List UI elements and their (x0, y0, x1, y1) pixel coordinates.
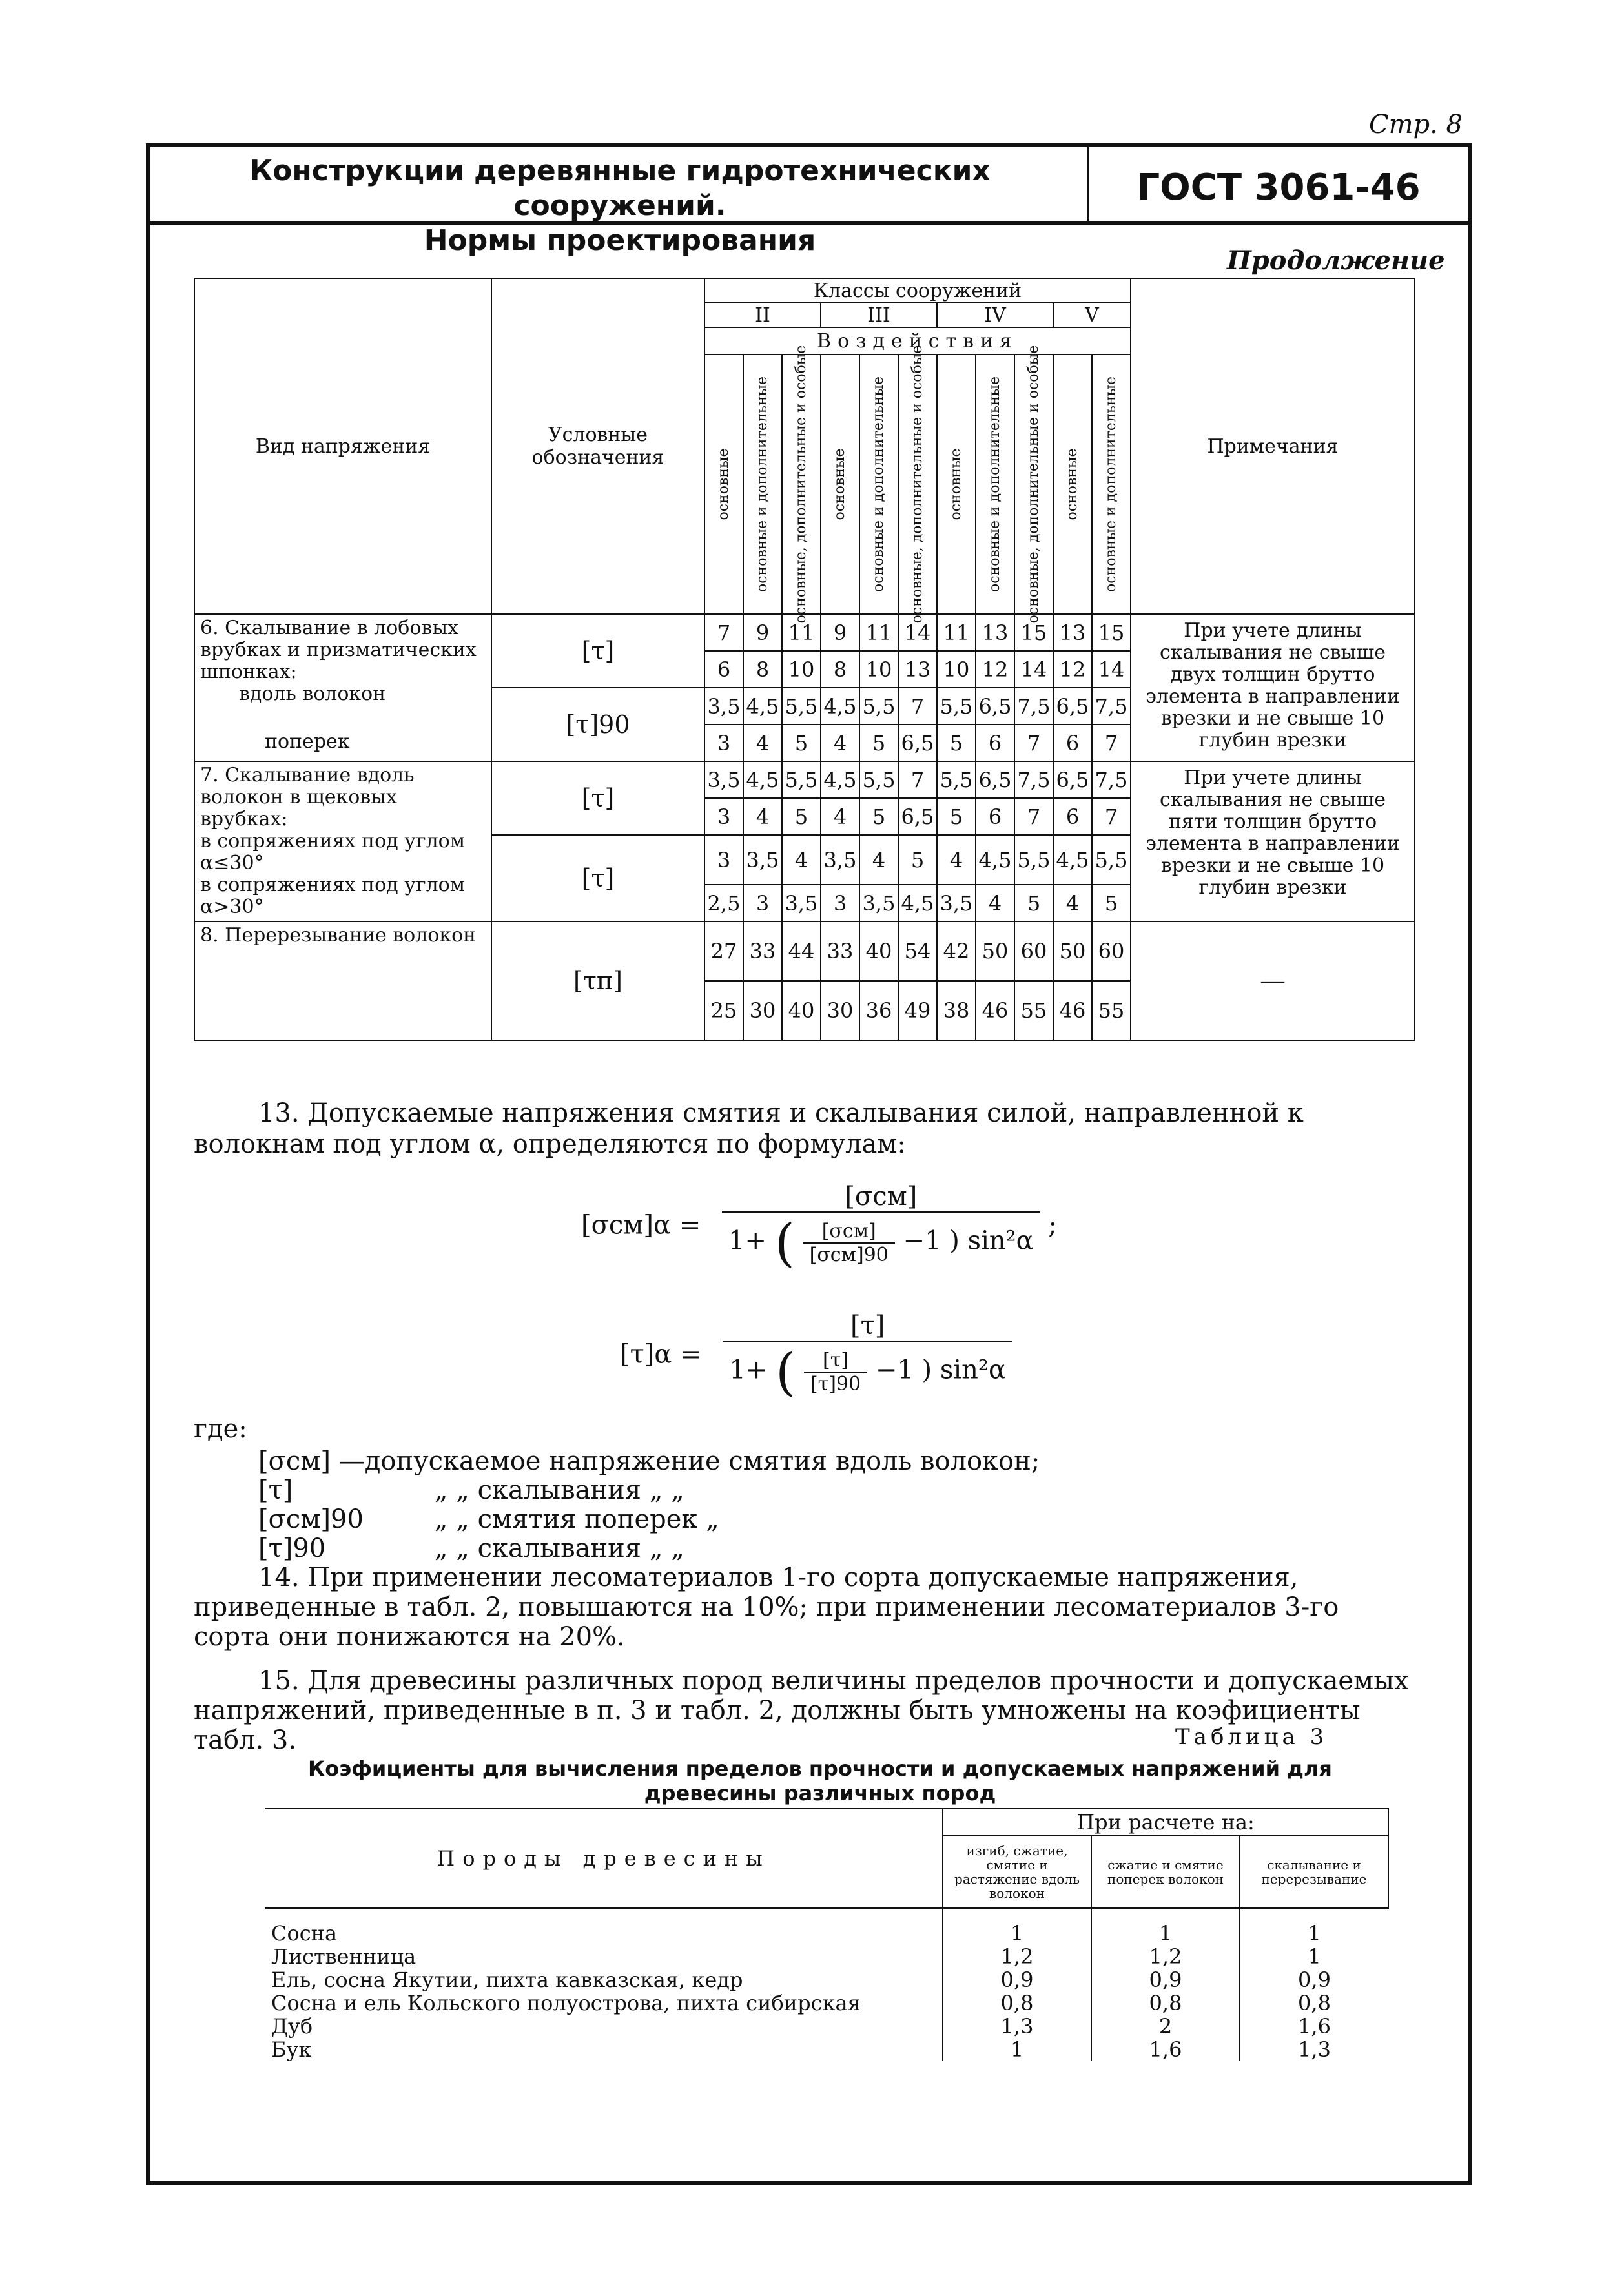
value-cell: 5 (859, 725, 898, 761)
value-cell: 4 (782, 835, 821, 885)
col-shear: скалывание и перерезывание (1240, 1836, 1388, 1908)
value-cell: 46 (976, 981, 1014, 1040)
value-cell: 7 (898, 688, 937, 725)
class-header: V (1053, 303, 1131, 327)
row6-sub-b: поперек (265, 730, 350, 753)
table-row (265, 2038, 1388, 2061)
impact-label: основные, дополнительные и особые (1025, 345, 1042, 624)
row7-sub-a: в сопряжениях под углом α≤30° (200, 830, 466, 874)
value-cell: 13 (1053, 614, 1092, 651)
impact-label: основные (1064, 448, 1080, 520)
value-cell: 4 (859, 835, 898, 885)
value-cell: 54 (898, 921, 937, 981)
value-cell: 7 (898, 761, 937, 798)
coef-shear: 1,3 (1240, 2038, 1388, 2061)
paragraph-13: 13. Допускаемые напряжения смятия и скалывания силой, направленной к волокнам под углом α, определяются по формулам: (194, 1098, 1304, 1159)
col-calc: При расчете на: (943, 1809, 1388, 1836)
row6-sym-a: [τ] (491, 614, 704, 688)
value-cell: 5,5 (1092, 835, 1131, 885)
definition-2 (258, 1475, 684, 1505)
impacts-header: Воздействия (704, 327, 1131, 355)
species-name: Ель, сосна Якутии, пихта кавказская, кедр (271, 1968, 743, 1992)
value-cell: 6 (976, 725, 1014, 761)
coef-shear: 0,9 (1240, 1968, 1388, 1991)
value-cell: 4 (821, 798, 859, 835)
coef-bending: 1,2 (943, 1945, 1091, 1968)
value-cell: 7,5 (1014, 688, 1053, 725)
header-rule-top (146, 143, 1471, 147)
def-text: „ „ скалывания „ „ (434, 1534, 684, 1563)
col-classes: Классы сооружений (704, 278, 1131, 303)
table-row (265, 1968, 1388, 1991)
impact-label: основные и дополнительные (987, 376, 1003, 593)
value-cell: 3,5 (937, 885, 976, 921)
species-name: Сосна и ель Кольского полуострова, пихта сибирская (271, 1991, 861, 2015)
value-cell: 49 (898, 981, 937, 1040)
value-cell: 4 (743, 725, 782, 761)
row6-sub-a: вдоль волокон (239, 683, 386, 705)
coef-bending: 1 (943, 2038, 1091, 2061)
col-bending: изгиб, сжатие, смятие и растяжение вдоль волокон (943, 1836, 1091, 1908)
value-cell: 5 (782, 798, 821, 835)
value-cell: 55 (1014, 981, 1053, 1040)
document-title-line1: Конструкции деревянные гидротехнических сооружений. (249, 154, 991, 222)
page-number: Стр. 8 (1368, 110, 1463, 139)
col-symbol: Условные обозначения (491, 278, 704, 614)
impact-label: основные (832, 448, 848, 520)
row6-note: При учете длины скалывания не свыше двух толщин брутто элемента в направлении врезки и не свыше 10 глубин врезки (1131, 614, 1415, 761)
def-text: „ „ смятия поперек „ (434, 1505, 719, 1534)
value-cell: 38 (937, 981, 976, 1040)
value-cell: 15 (1014, 614, 1053, 651)
value-cell: 4 (743, 798, 782, 835)
coef-compression: 0,8 (1091, 1991, 1240, 2015)
row8-sym: [τп] (491, 921, 704, 1040)
value-cell: 4,5 (1053, 835, 1092, 885)
col-compression: сжатие и смятие поперек волокон (1091, 1836, 1240, 1908)
definition-1 (258, 1446, 1040, 1476)
row7-title: 7. Скалывание вдоль волокон в щековых врубках: (200, 764, 415, 830)
coef-shear: 1 (1240, 1945, 1388, 1968)
coef-compression: 1,6 (1091, 2038, 1240, 2061)
value-cell: 6,5 (898, 798, 937, 835)
value-cell: 4 (976, 885, 1014, 921)
value-cell: 7,5 (1092, 761, 1131, 798)
value-cell: 10 (782, 651, 821, 688)
value-cell: 60 (1092, 921, 1131, 981)
value-cell: 7 (1092, 798, 1131, 835)
value-cell: 55 (1092, 981, 1131, 1040)
value-cell: 5,5 (1014, 835, 1053, 885)
species-name: Сосна (271, 1921, 338, 1946)
value-cell: 14 (1092, 651, 1131, 688)
value-cell: 12 (1053, 651, 1092, 688)
formula-den-prefix: 1+ (728, 1226, 766, 1256)
value-cell: 5 (937, 725, 976, 761)
formula-lhs: [σсм]α = (581, 1210, 701, 1240)
document-title-line2: Нормы проектирования (424, 224, 816, 257)
def-symbol: [σсм]90 (258, 1505, 364, 1534)
value-cell: 5 (859, 798, 898, 835)
value-cell: 7 (1092, 725, 1131, 761)
continuation-label: Продолжение (1227, 245, 1445, 276)
value-cell: 3,5 (859, 885, 898, 921)
class-header: II (704, 303, 821, 327)
value-cell: 5,5 (859, 761, 898, 798)
value-cell: 3,5 (704, 688, 743, 725)
value-cell: 33 (821, 921, 859, 981)
coef-shear: 1 (1240, 1908, 1388, 1945)
value-cell: 9 (743, 614, 782, 651)
value-cell: 6,5 (898, 725, 937, 761)
coef-shear: 0,8 (1240, 1991, 1388, 2015)
value-cell: 4,5 (743, 688, 782, 725)
impact-label: основные и дополнительные (870, 376, 887, 593)
value-cell: 3,5 (821, 835, 859, 885)
value-cell: 30 (743, 981, 782, 1040)
value-cell: 4,5 (898, 885, 937, 921)
value-cell: 46 (1053, 981, 1092, 1040)
row7-type (194, 761, 491, 921)
formula-inner-num: [τ] (804, 1349, 867, 1373)
def-symbol: [τ]90 (258, 1534, 326, 1563)
value-cell: 8 (743, 651, 782, 688)
value-cell: 3,5 (704, 761, 743, 798)
value-cell: 4 (1053, 885, 1092, 921)
definition-3 (258, 1505, 719, 1534)
stress-table (194, 278, 1415, 1041)
coef-bending: 1 (943, 1908, 1091, 1945)
row7-sub-b: в сопряжениях под углом α>30° (200, 874, 466, 918)
paragraph-14: 14. При применении лесоматериалов 1-го сорта допускаемые напряжения, приведенные в табл. 2, повышаются на 10%; при применении лесоматериалов 3-го сорта они понижаются на 20%. (194, 1563, 1339, 1652)
header-divider (1087, 143, 1089, 221)
value-cell: 5 (937, 798, 976, 835)
coef-compression: 1,2 (1091, 1945, 1240, 1968)
col-stress-type: Вид напряжения (194, 278, 491, 614)
def-symbol: [τ] (258, 1475, 293, 1505)
value-cell: 7 (704, 614, 743, 651)
formula-den-prefix: 1+ (729, 1355, 768, 1385)
value-cell: 6 (1053, 725, 1092, 761)
value-cell: 10 (859, 651, 898, 688)
value-cell: 6 (1053, 798, 1092, 835)
value-cell: 11 (937, 614, 976, 651)
value-cell: 40 (859, 921, 898, 981)
impact-label: основные (715, 448, 732, 520)
value-cell: 12 (976, 651, 1014, 688)
table-row (265, 2015, 1388, 2038)
value-cell: 8 (821, 651, 859, 688)
value-cell: 5,5 (782, 761, 821, 798)
col-notes: Примечания (1131, 278, 1415, 614)
document-title (155, 154, 1085, 258)
value-cell: 6 (704, 651, 743, 688)
value-cell: 4,5 (743, 761, 782, 798)
value-cell: 15 (1092, 614, 1131, 651)
coef-bending: 0,9 (943, 1968, 1091, 1991)
definition-4 (258, 1534, 684, 1563)
impact-label: основные, дополнительные и особые (909, 345, 925, 624)
value-cell: 4,5 (821, 688, 859, 725)
table3-title: Коэфициенты для вычисления пределов прочности и допускаемых напряжений для древесины различных пород (308, 1756, 1332, 1805)
table3-label: Таблица 3 (1175, 1724, 1328, 1750)
value-cell: 40 (782, 981, 821, 1040)
value-cell: 42 (937, 921, 976, 981)
value-cell: 14 (898, 614, 937, 651)
impact-label: основные и дополнительные (754, 376, 770, 593)
value-cell: 5 (1092, 885, 1131, 921)
def-symbol: [σсм] (258, 1446, 331, 1476)
value-cell: 50 (976, 921, 1014, 981)
value-cell: 5,5 (782, 688, 821, 725)
value-cell: 27 (704, 921, 743, 981)
value-cell: 25 (704, 981, 743, 1040)
formula-shear: [τ]α = [τ] 1+ ( $\frac{[\tau]}{[\tau]90}$ −1 ) sin²α (620, 1311, 1012, 1402)
formula-lhs: [τ]α = (620, 1339, 702, 1370)
value-cell: 3 (704, 835, 743, 885)
coef-shear: 1,6 (1240, 2015, 1388, 2038)
value-cell: 50 (1053, 921, 1092, 981)
formula-tail: −1 ) sin²α (903, 1226, 1034, 1256)
value-cell: 3 (704, 725, 743, 761)
value-cell: 7,5 (1092, 688, 1131, 725)
value-cell: 5 (1014, 885, 1053, 921)
row6-sym-b: [τ]90 (491, 688, 704, 761)
value-cell: 5,5 (859, 688, 898, 725)
value-cell: 4,5 (821, 761, 859, 798)
table-row (265, 1908, 1388, 1945)
coef-compression: 1 (1091, 1908, 1240, 1945)
value-cell: 6,5 (1053, 761, 1092, 798)
table-row (265, 1945, 1388, 1968)
row7-note: При учете длины скалывания не свыше пяти толщин брутто элемента в направлении врезки и не свыше 10 глубин врезки (1131, 761, 1415, 921)
formula-inner-num: [σсм] (803, 1220, 895, 1244)
coef-bending: 0,8 (943, 1991, 1091, 2015)
value-cell: 6,5 (976, 688, 1014, 725)
value-cell: 6,5 (1053, 688, 1092, 725)
value-cell: 44 (782, 921, 821, 981)
impact-label: основные, дополнительные и особые (793, 345, 809, 624)
value-cell: 3,5 (743, 835, 782, 885)
col-species: Породы древесины (265, 1809, 943, 1908)
value-cell: 36 (859, 981, 898, 1040)
formula-bearing: [σсм]α = [σсм] 1+ ( $\frac{\text{[σсм]}}{\text{[σсм]90}}$ −1 ) sin²α ; (581, 1182, 1057, 1273)
impact-label: основные и дополнительные (1103, 376, 1119, 593)
coef-bending: 1,3 (943, 2015, 1091, 2038)
value-cell: 5,5 (937, 688, 976, 725)
value-cell: 5 (898, 835, 937, 885)
row6-title: 6. Скалывание в лобовых врубках и призматических шпонках: (200, 617, 477, 683)
value-cell: 3 (821, 885, 859, 921)
value-cell: 4 (821, 725, 859, 761)
row8-note: — (1131, 921, 1415, 1040)
species-name: Лиственница (271, 1944, 416, 1969)
formula-numerator: [σсм] (722, 1182, 1040, 1213)
value-cell: 13 (898, 651, 937, 688)
value-cell: 10 (937, 651, 976, 688)
class-header: IV (937, 303, 1053, 327)
value-cell: 30 (821, 981, 859, 1040)
row7-sym-a: [τ] (491, 761, 704, 835)
def-text: —допускаемое напряжение смятия вдоль волокон; (338, 1446, 1040, 1476)
document-number: ГОСТ 3061-46 (1136, 167, 1421, 209)
row7-sym-b: [τ] (491, 835, 704, 921)
where-label: где: (194, 1414, 247, 1444)
value-cell: 7 (1014, 798, 1053, 835)
formula-end: ; (1048, 1210, 1057, 1240)
def-text: „ „ скалывания „ „ (434, 1475, 684, 1505)
value-cell: 7 (1014, 725, 1053, 761)
value-cell: 14 (1014, 651, 1053, 688)
value-cell: 2,5 (704, 885, 743, 921)
value-cell: 60 (1014, 921, 1053, 981)
value-cell: 7,5 (1014, 761, 1053, 798)
value-cell: 5 (782, 725, 821, 761)
coef-compression: 2 (1091, 2015, 1240, 2038)
class-header: III (821, 303, 937, 327)
coef-compression: 0,9 (1091, 1968, 1240, 1991)
value-cell: 5,5 (937, 761, 976, 798)
value-cell: 3 (704, 798, 743, 835)
paragraph-15: 15. Для древесины различных пород величины пределов прочности и допускаемых напряжений, приведенные в п. 3 и табл. 2, должны быть умножены на коэфициенты табл. 3. (194, 1666, 1409, 1755)
value-cell: 3 (743, 885, 782, 921)
table-row (265, 1991, 1388, 2015)
value-cell: 13 (976, 614, 1014, 651)
value-cell: 11 (859, 614, 898, 651)
value-cell: 6 (976, 798, 1014, 835)
value-cell: 33 (743, 921, 782, 981)
impact-label: основные (948, 448, 964, 520)
value-cell: 4,5 (976, 835, 1014, 885)
value-cell: 6,5 (976, 761, 1014, 798)
species-name: Дуб (271, 2014, 313, 2039)
formula-numerator: [τ] (723, 1311, 1012, 1342)
row6-type (194, 614, 491, 761)
value-cell: 9 (821, 614, 859, 651)
coefficient-table (265, 1808, 1389, 2061)
formula-tail: −1 ) sin²α (875, 1355, 1006, 1385)
formula-inner-den: [τ]90 (810, 1372, 861, 1395)
value-cell: 11 (782, 614, 821, 651)
value-cell: 3,5 (782, 885, 821, 921)
formula-inner-den: [σсм]90 (809, 1243, 889, 1266)
value-cell: 4 (937, 835, 976, 885)
row8-type: 8. Перерезывание волокон (194, 921, 491, 1040)
species-name: Бук (271, 2037, 312, 2062)
